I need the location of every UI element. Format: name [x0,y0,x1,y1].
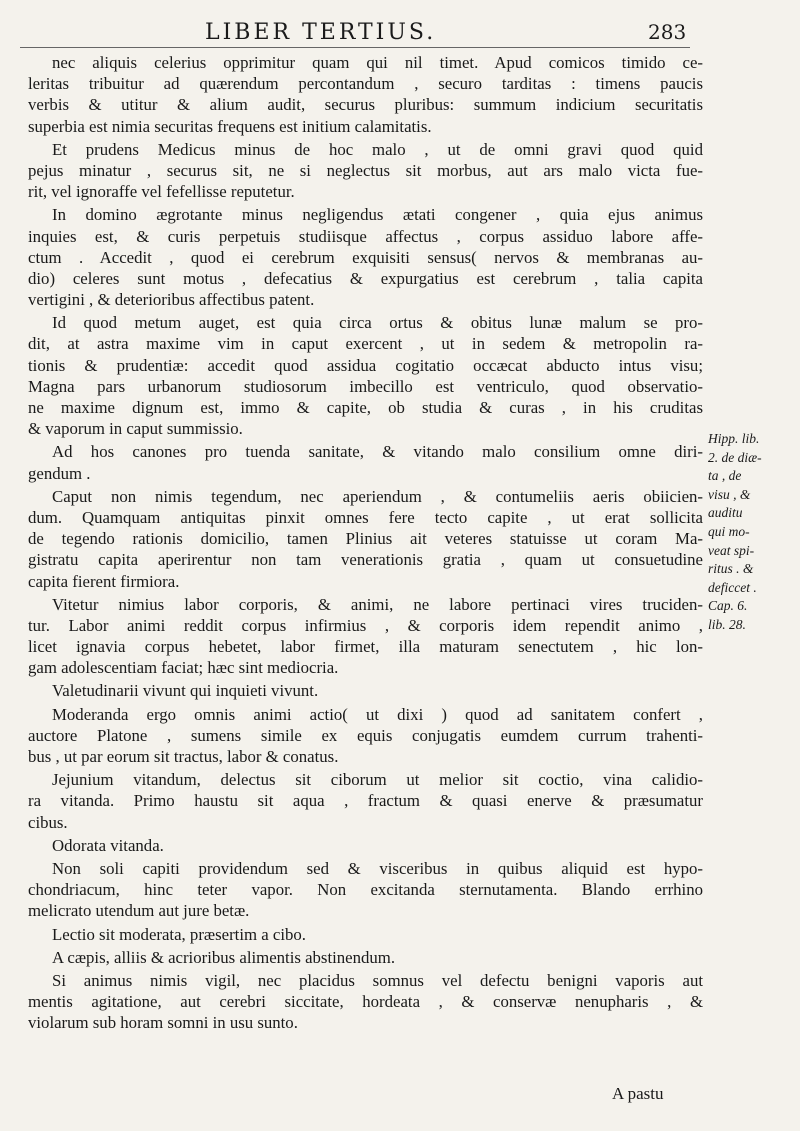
marginal-line: Cap. 6. [708,598,748,614]
text-line: rit, vel ignoraffe vel fefellisse reputetur. [28,182,295,202]
paragraph [28,312,703,439]
text-line: superbia est nimia securitas frequens est initium calamitatis. [28,116,432,136]
header-rule [20,47,690,48]
page-header [0,20,800,50]
text-line: dum. Quamquam antiquitas pinxit omnes fere tecto capite , ut erat sollicita [28,507,703,527]
text-line: chondriacum, hinc teter vapor. Non excitanda sternutamenta. Blando errhino [28,880,703,900]
text-line: Lectio sit moderata, præsertim a cibo. [52,924,306,944]
text-line: Jejunium vitandum, delectus sit ciborum ut melior sit coctio, vina calidio- [52,770,703,790]
text-line: auctore Platone , sumens simile ex equis conjugatis eumdem currum trahenti- [28,725,703,745]
text-line: capita fierent firmiora. [28,571,180,591]
marginal-line: ritus . & [708,561,754,577]
marginal-line: deficcet . [708,579,757,595]
text-line: Valetudinarii vivunt qui inquieti vivunt. [52,681,319,701]
text-line: dit, at astra maxime vim in caput exercent , ut in sedem & metropolin ra- [28,334,703,354]
text-line: Et prudens Medicus minus de hoc malo , ut de omni gravi quod quid [52,139,703,159]
marginal-line: auditu [708,505,743,521]
catchword: A pastu [612,1084,664,1103]
main-text [28,52,703,1035]
marginal-line: qui mo- [708,523,750,539]
text-line: Moderanda ergo omnis animi actio( ut dixi ) quod ad sanitatem confert , [52,704,703,724]
text-line: pejus minatur , securus sit, ne si neglectus sit morbus, aut ars malo victa fue- [28,160,703,180]
paragraph [28,139,703,203]
text-line: gendum . [28,463,91,483]
text-line: Vitetur nimius labor corporis, & animi, ne labore pertinaci vires truciden- [52,594,703,614]
paragraph [28,594,703,679]
paragraph [28,924,703,945]
text-line: dio) celeres sunt motus , defecatius & expurgatius est cerebrum , talia capita [28,268,703,288]
text-line: Magna pars urbanorum studiosorum imbecillo est ventriculo, quod observatio- [28,376,703,396]
marginal-line: lib. 28. [708,616,746,632]
paragraph [28,769,703,833]
text-line: inquies est, & curis perpetuis studiisque affectus , corpus assiduo labore affe- [28,226,703,246]
text-line: gam adolescentiam faciat; hæc sint mediocria. [28,658,339,678]
text-line: tionis & prudentiæ: accedit quod assidua cogitatio occæcat abducto intus visu; [28,355,703,375]
text-line: Caput non nimis tegendum, nec aperiendum , & contumeliis aeris obiicien- [52,486,703,506]
marginal-line: ta , de [708,468,742,484]
text-line: tur. Labor animi reddit corpus infirmius , & corporis idem rependit animo , [28,615,703,635]
paragraph [28,204,703,310]
paragraph [28,970,703,1034]
text-line: licet ignavia corpus hebetet, labor firmet, illa maturam senectutem , hic lon- [28,637,703,657]
text-line: Odorata vitanda. [52,835,164,855]
marginal-line: veat spi- [708,542,755,558]
text-line: de tegendo rationis domicilio, tamen Plinius ait veteres statuisse ut coram Ma- [28,529,703,549]
text-line: Si animus nimis vigil, nec placidus somnus vel defectu benigni vaporis aut [52,970,703,990]
marginal-note [708,430,788,635]
paragraph [28,680,703,701]
text-line: & vaporum in caput summissio. [28,419,243,439]
text-line: vertigini , & deterioribus affectibus patent. [28,290,315,310]
paragraph [28,704,703,768]
marginal-line: 2. de diæ- [708,449,762,465]
text-line: ne maxime dignum est, immo & capite, ob studia & curas , in his cruditas [28,398,703,417]
marginal-line: Hipp. lib. [708,431,760,446]
text-line: gistratu capita aperirentur non tam venerationis gratia , quam ut consuetudine [28,550,703,570]
text-line: melicrato utendum aut jure betæ. [28,901,250,921]
text-line: ra vitanda. Primo haustu sit aqua , fractum & quasi enerve & præsumatur [28,791,703,811]
paragraph [28,441,703,483]
text-line: ctum . Accedit , quod ei cerebrum exquisiti sensus( nervos & membranas au- [28,247,703,267]
text-line: cibus. [28,812,68,832]
paragraph [28,835,703,856]
text-line: verbis & utitur & alium audit, securus pluribus: summum indicium securitatis [28,95,703,115]
text-line: mentis agitatione, aut cerebri siccitate, hordeata , & conservæ nenupharis , & [28,992,703,1012]
text-line: Id quod metum auget, est quia circa ortus & obitus lunæ malum se pro- [52,313,703,333]
text-line: In domino ægrotante minus negligendus ætati congener , quia ejus animus [52,205,703,225]
marginal-line: visu , & [708,486,751,502]
text-line: Ad hos canones pro tuenda sanitate, & vitando malo consilium omne diri- [52,442,703,462]
text-line: bus , ut par eorum sit tractus, labor & conatus. [28,747,339,766]
paragraph [28,486,703,592]
text-line: nec aliquis celerius opprimitur quam qui nil timet. Apud comicos timido ce- [52,53,703,72]
page-number: 283 [648,20,687,44]
text-line: Non soli capiti providendum sed & visceribus in quibus aliquid est hypo- [52,858,703,878]
text-line: violarum sub horam somni in usu sunto. [28,1013,298,1033]
running-title: LIBER TERTIUS. [205,20,437,45]
text-line: leritas tribuitur ad quærendum percontandum , securo tarditas : timens paucis [28,74,703,94]
paragraph [28,52,703,137]
text-line: A cæpis, alliis & acrioribus alimentis abstinendum. [52,947,396,967]
paragraph [28,947,703,968]
paragraph [28,858,703,922]
